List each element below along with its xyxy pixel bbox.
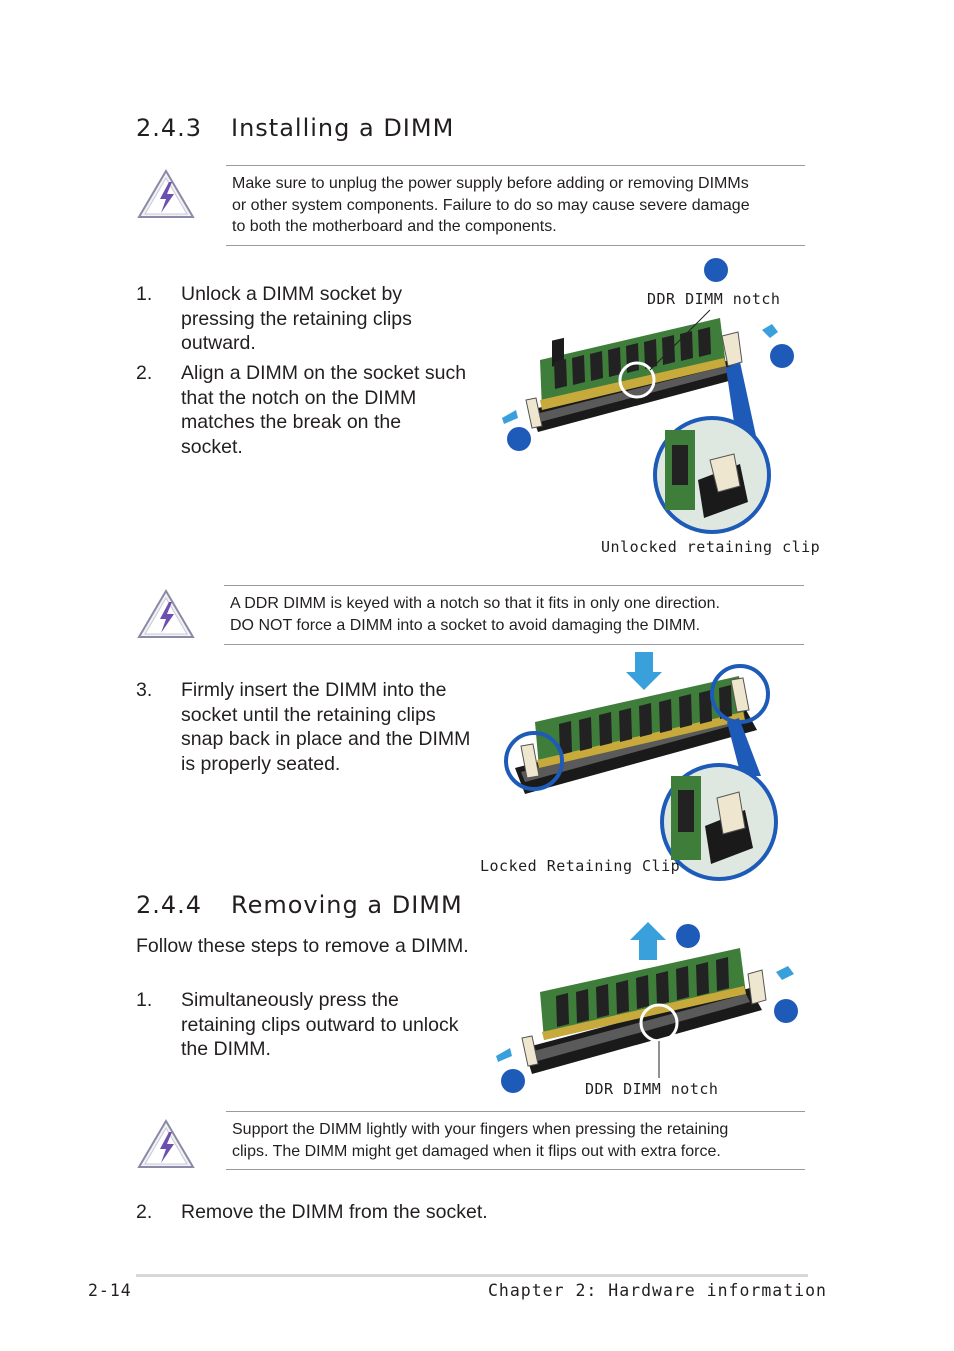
figure1-label-clip: Unlocked retaining clip [601,538,821,556]
callout-dot [507,427,531,451]
note-rule-bottom [226,245,805,246]
note-caution-unplug: Make sure to unplug the power supply before adding or removing DIMMs or other system components. Failure to do so may cause severe damage to both the motherboard and the components. [232,175,750,235]
footer-chapter: Chapter 2: Hardware information [488,1281,827,1300]
warning-icon [136,1118,196,1170]
retaining-clip-left [526,398,542,428]
remove-step-2: 2. Remove the DIMM from the socket. [136,1201,488,1223]
arrow-out-left-icon [502,410,518,424]
note-support-dimm: Support the DIMM lightly with your fingers when pressing the retaining clips. The DIMM might get damaged when it flips out with extra force. [232,1121,729,1160]
section-number: 2.4.4 [136,891,203,919]
callout-dot [774,999,798,1023]
arrow-up-icon [630,922,666,940]
arrow-out-right-icon [776,966,794,980]
arrow-out-right-icon [762,324,778,338]
note-rule-top [226,1111,805,1112]
arrow-down-icon [635,652,653,674]
note-rule-bottom [226,1169,805,1170]
warning-icon [136,588,196,640]
arrow-out-left-icon [496,1048,512,1062]
callout-dot [676,924,700,948]
figure1-label-notch: DDR DIMM notch [647,290,781,308]
retaining-clip-left [522,1036,538,1066]
section-title: Installing a DIMM [231,114,455,142]
section-number: 2.4.3 [136,114,203,142]
callout-dot [704,258,728,282]
note-keyed-notch: A DDR DIMM is keyed with a notch so that it fits in only one direction. DO NOT force a DIMM into a socket to avoid damaging the DIMM. [230,595,720,634]
warning-icon [136,168,196,220]
figure2-label-locked-clip: Locked Retaining Clip [480,857,681,875]
figure-dimm-remove [490,918,810,1098]
section-title: Removing a DIMM [231,891,463,919]
callout-dot [501,1069,525,1093]
remove-intro: Follow these steps to remove a DIMM. [136,935,469,957]
install-step-3: 3. Firmly insert the DIMM into the socket until the retaining clips snap back in place and the DIMM is properly seated. [136,679,471,775]
install-step-2: 2. Align a DIMM on the socket such that the notch on the DIMM matches the break on the socket. [136,362,467,458]
note-rule-top [224,585,804,586]
callout-dot [770,344,794,368]
footer-rule [136,1274,808,1277]
install-step-1: 1. Unlock a DIMM socket by pressing the retaining clips outward. [136,283,412,354]
note-rule-top [226,165,805,166]
section-heading-installing [136,114,454,142]
note-rule-bottom [224,644,804,645]
page-number: 2-14 [88,1281,132,1300]
section-heading-removing [136,891,463,919]
figure-dimm-locked [495,648,785,884]
remove-step-1: 1. Simultaneously press the retaining clips outward to unlock the DIMM. [136,989,459,1060]
figure3-label-notch: DDR DIMM notch [585,1080,719,1098]
